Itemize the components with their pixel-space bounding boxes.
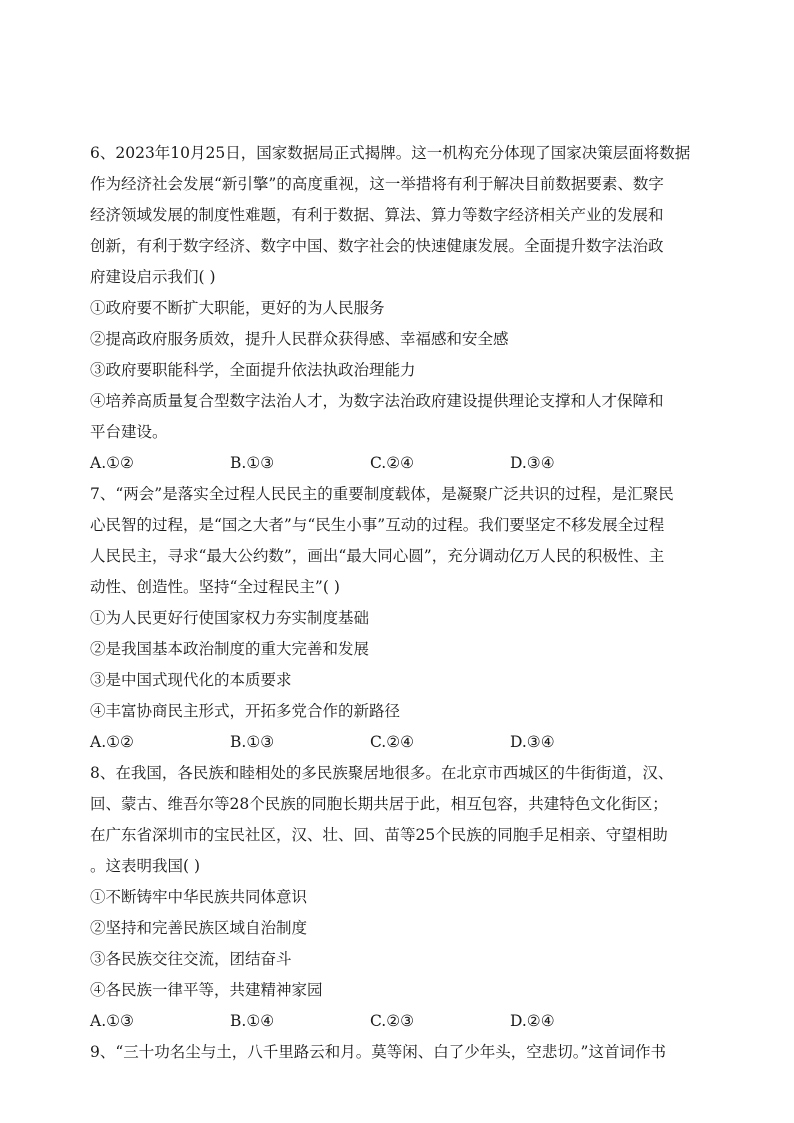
question-stem-line: 府建设启示我们( ) — [90, 268, 216, 286]
option-c: C.②④ — [370, 733, 415, 751]
statement-item: ①不断铸牢中华民族共同体意识 — [90, 888, 308, 906]
question-stem-line: 回、蒙古、维吾尔等28个民族的同胞长期共居于此，相互包容，共建特色文化街区； — [90, 795, 668, 813]
option-d: D.②④ — [510, 1012, 555, 1030]
answer-options — [90, 1006, 704, 1037]
question-stem-line: 8、在我国，各民族和睦相处的多民族聚居地很多。在北京市西城区的牛街街道，汉、 — [90, 764, 674, 782]
option-c: C.②③ — [370, 1012, 415, 1030]
statement-item: ①为人民更好行使国家权力夯实制度基础 — [90, 609, 370, 627]
question-6 — [90, 138, 704, 479]
statement-item: ②坚持和完善民族区域自治制度 — [90, 919, 308, 937]
option-c: C.②④ — [370, 454, 415, 472]
statement-item: ②提高政府服务质效，提升人民群众获得感、幸福感和安全感 — [90, 330, 509, 348]
statement-item: ③各民族交往交流，团结奋斗 — [90, 950, 292, 968]
question-stem-line: 经济领域发展的制度性难题，有利于数据、算法、算力等数字经济相关产业的发展和 — [90, 206, 664, 224]
option-d: D.③④ — [510, 733, 555, 751]
statement-item: ④各民族一律平等，共建精神家园 — [90, 981, 323, 999]
question-stem-line: 7、“两会”是落实全过程人民民主的重要制度载体，是凝聚广泛共识的过程，是汇聚民 — [90, 485, 674, 503]
question-stem-line: 心民智的过程，是“国之大者”与“民生小事”互动的过程。我们要坚定不移发展全过程 — [90, 516, 665, 534]
option-a: A.①③ — [90, 1012, 134, 1030]
question-stem-line: 在广东省深圳市的宝民社区，汉、壮、回、苗等25个民族的同胞手足相亲、守望相助 — [90, 826, 668, 844]
option-a: A.①② — [90, 733, 134, 751]
statement-item: ③是中国式现代化的本质要求 — [90, 671, 292, 689]
statement-item: 平台建设。 — [90, 423, 168, 441]
question-7 — [90, 479, 704, 758]
answer-options — [90, 727, 704, 758]
option-b: B.①③ — [230, 733, 275, 751]
question-stem-line: 创新，有利于数字经济、数字中国、数字社会的快速健康发展。全面提升数字法治政 — [90, 237, 664, 255]
question-9 — [90, 1037, 704, 1068]
answer-options — [90, 448, 704, 479]
option-a: A.①② — [90, 454, 134, 472]
statement-item: ④丰富协商民主形式，开拓多党合作的新路径 — [90, 702, 401, 720]
option-d: D.③④ — [510, 454, 555, 472]
document-page — [90, 138, 704, 1068]
question-stem-line: 。这表明我国( ) — [90, 857, 201, 875]
question-stem-line: 6、2023年10月25日，国家数据局正式揭牌。这一机构充分体现了国家决策层面将数据 — [90, 144, 691, 162]
statement-item: ②是我国基本政治制度的重大完善和发展 — [90, 640, 370, 658]
question-stem-line: 动性、创造性。坚持“全过程民主”( ) — [90, 578, 340, 596]
statement-item: ③政府要职能科学，全面提升依法执政治理能力 — [90, 361, 416, 379]
option-b: B.①③ — [230, 454, 275, 472]
statement-item: ④培养高质量复合型数字法治人才，为数字法治政府建设提供理论支撑和人才保障和 — [90, 392, 664, 410]
statement-item: ①政府要不断扩大职能，更好的为人民服务 — [90, 299, 385, 317]
option-b: B.①④ — [230, 1012, 275, 1030]
question-stem-line: 人民民主，寻求“最大公约数”，画出“最大同心圆”，充分调动亿万人民的积极性、主 — [90, 547, 665, 565]
question-8 — [90, 758, 704, 1037]
question-stem-line: 作为经济社会发展“新引擎”的高度重视，这一举措将有利于解决目前数据要素、数字 — [90, 175, 664, 193]
question-stem-line: 9、“三十功名尘与土，八千里路云和月。莫等闲、白了少年头，空悲切。”这首词作书 — [90, 1043, 666, 1061]
